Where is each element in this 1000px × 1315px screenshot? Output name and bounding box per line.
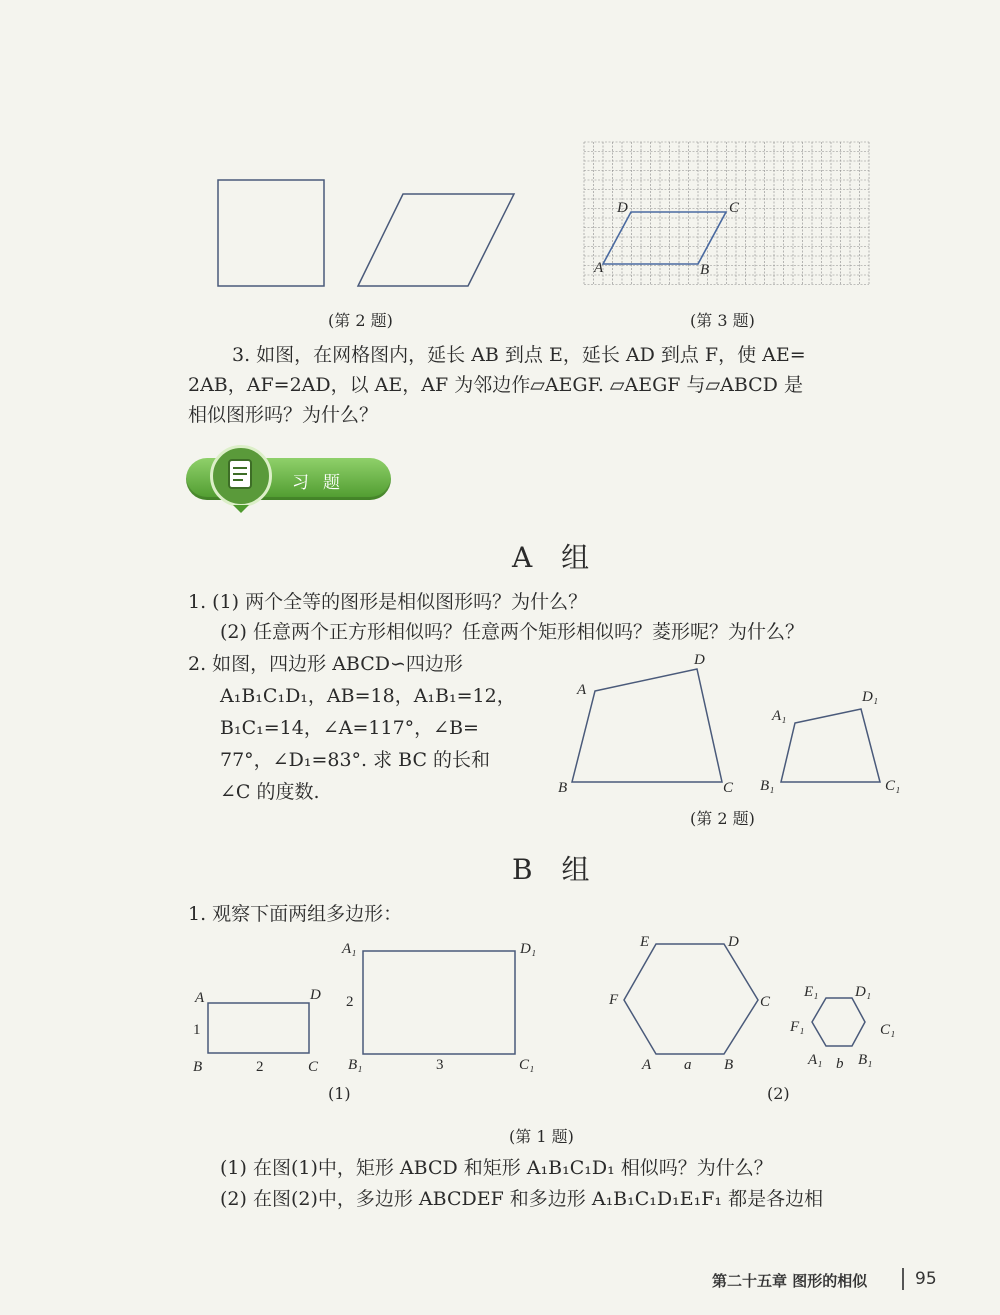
label-hex1-E1: E₁ (804, 984, 819, 1000)
label-rect-C: C (308, 1059, 319, 1075)
group-a-q1-2: (2) 任意两个正方形相似吗？任意两个矩形相似吗？菱形呢？为什么？ (220, 621, 804, 643)
problem3-line1: 3. 如图，在网格图内，延长 AB 到点 E，延长 AD 到点 F，使 AE= (232, 344, 806, 366)
group-b-q1: 1. 观察下面两组多边形： (188, 903, 403, 925)
page-number: 95 (915, 1269, 937, 1289)
group-a-q2-line5: ∠C 的度数. (220, 781, 320, 803)
grid-label-C: C (729, 200, 740, 216)
group-b-heading: B 组 (512, 853, 600, 886)
label-hex-E: E (640, 934, 650, 950)
caption-fig1-b: (第 1 题) (509, 1127, 574, 1146)
group-a-q2-line3: B₁C₁=14，∠A=117°，∠B= (220, 717, 479, 739)
label-hex-D: D (728, 934, 739, 950)
caption-fig2-top: (第 2 题) (328, 311, 393, 330)
label-C1: C₁ (885, 778, 901, 794)
group-b-q1-2: (2) 在图(2)中，多边形 ABCDEF 和多边形 A₁B₁C₁D₁E₁F₁ 都是各边相 (220, 1188, 824, 1210)
caption-fig1-sub1: (1) (328, 1084, 351, 1103)
label-D1: D₁ (862, 689, 879, 705)
label-B: B (558, 780, 568, 796)
label-rect1-C1: C₁ (519, 1057, 535, 1073)
label-rect1-D1: D₁ (520, 941, 537, 957)
label-B1: B₁ (760, 778, 775, 794)
group-a-q2-line1: 2. 如图，四边形 ABCD∽四边形 (188, 653, 463, 675)
label-hex1-C1: C₁ (880, 1022, 896, 1038)
label-A: A (577, 682, 587, 698)
label-hex1-D1: D₁ (855, 984, 872, 1000)
label-hex1-B1: B₁ (858, 1052, 873, 1068)
problem3-line2: 2AB，AF=2AD，以 AE，AF 为邻边作▱AEGF. ▱AEGF 与▱ABCD 是 (188, 374, 803, 396)
grid-label-D: D (617, 200, 628, 216)
banner-title: 习题 (292, 473, 354, 493)
label-D: D (694, 652, 705, 668)
group-b-q1-1: (1) 在图(1)中，矩形 ABCD 和矩形 A₁B₁C₁D₁ 相似吗？为什么？ (220, 1157, 773, 1179)
label-hex-B: B (724, 1057, 734, 1073)
label-A1: A₁ (772, 708, 787, 724)
label-hex1-F1: F₁ (790, 1019, 805, 1035)
grid-label-B: B (700, 262, 710, 278)
label-hex1-b: b (836, 1056, 844, 1072)
problem3-line3: 相似图形吗？为什么？ (188, 404, 379, 426)
label-rect1-side3: 3 (436, 1057, 444, 1073)
caption-fig2-a: (第 2 题) (690, 809, 755, 828)
group-a-heading: A 组 (512, 541, 600, 574)
caption-fig3-top: (第 3 题) (690, 311, 755, 330)
label-rect-side1: 1 (193, 1022, 201, 1038)
footer-separator (902, 1268, 904, 1290)
label-C: C (723, 780, 734, 796)
label-rect1-side2: 2 (346, 994, 354, 1010)
footer-chapter-title: 第二十五章 图形的相似 (712, 1272, 868, 1290)
label-hex1-A1: A₁ (808, 1052, 823, 1068)
label-hex-A: A (642, 1057, 652, 1073)
label-rect-B: B (193, 1059, 203, 1075)
label-rect1-B1: B₁ (348, 1057, 363, 1073)
grid-label-A: A (594, 260, 604, 276)
label-rect-side2: 2 (256, 1059, 264, 1075)
label-hex-C: C (760, 994, 771, 1010)
group-a-q2-line4: 77°，∠D₁=83°. 求 BC 的长和 (220, 749, 491, 771)
label-hex-a: a (684, 1057, 692, 1073)
label-hex-F: F (609, 992, 619, 1008)
group-a-q1-1: 1. (1) 两个全等的图形是相似图形吗？为什么？ (188, 591, 588, 613)
label-rect1-A1: A₁ (342, 941, 357, 957)
caption-fig1-sub2: (2) (767, 1084, 790, 1103)
label-rect-A: A (195, 990, 205, 1006)
label-rect-D: D (310, 987, 321, 1003)
group-a-q2-line2: A₁B₁C₁D₁，AB=18，A₁B₁=12， (220, 685, 516, 707)
